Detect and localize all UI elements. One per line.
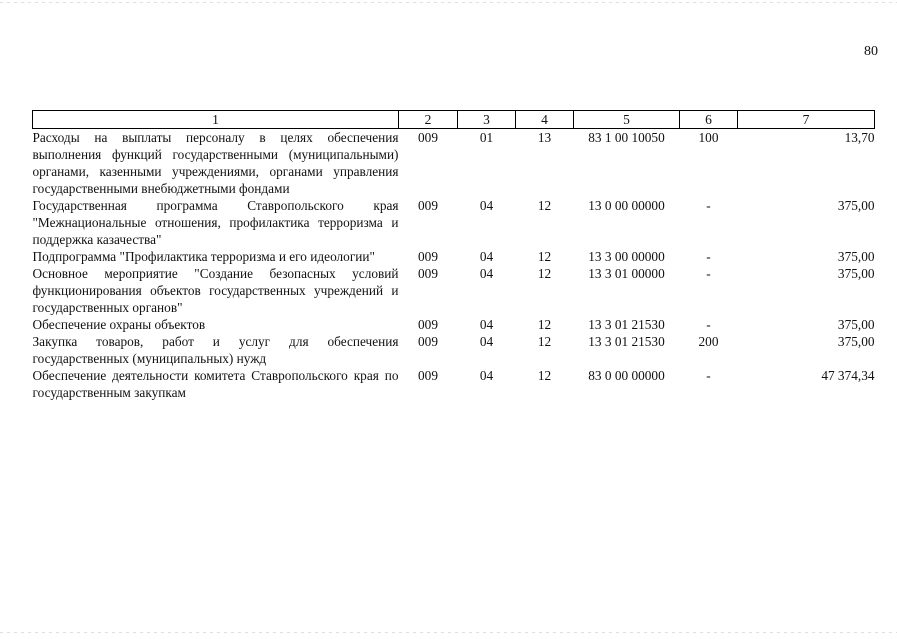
row-target-article: 13 0 00 00000 [588,198,665,213]
page-number: 80 [864,44,878,59]
table-row [33,333,875,367]
table-row [33,265,875,316]
row-amount: 375,00 [837,198,875,213]
row-amount: 47 374,34 [821,368,875,383]
row-expense-type: - [706,249,711,264]
table-row [33,367,875,401]
row-expense-type: 100 [698,130,719,145]
header-col-5: 5 [574,111,680,129]
row-amount: 375,00 [837,334,875,349]
row-section-code: 04 [479,249,494,264]
row-section-code: 04 [479,266,494,281]
row-section-code: 04 [479,368,494,383]
row-ministry-code: 009 [418,198,438,213]
header-col-3: 3 [458,111,516,129]
row-target-article: 13 3 01 21530 [588,334,665,349]
row-ministry-code: 009 [418,249,438,264]
row-name: Основное мероприятие "Создание безопасных условий функционирования объектов государственных учреждений и государственных органов" [32,266,399,315]
row-target-article: 83 0 00 00000 [588,368,665,383]
scan-artifact-top [0,2,897,3]
scan-artifact-bottom [0,632,897,633]
row-section-code: 01 [479,130,494,145]
row-ministry-code: 009 [418,334,438,349]
row-amount: 375,00 [837,249,875,264]
row-target-article: 83 1 00 10050 [588,130,665,145]
row-subsection-code: 12 [537,249,552,264]
row-name: Обеспечение охраны объектов [32,317,206,332]
table-row [33,129,875,198]
row-subsection-code: 12 [537,266,552,281]
row-name: Государственная программа Ставропольского края "Межнациональные отношения, профилактика терроризма и поддержка казачества" [32,198,399,247]
table-header-row [33,111,875,129]
header-col-4: 4 [516,111,574,129]
row-ministry-code: 009 [418,368,438,383]
row-name: Расходы на выплаты персоналу в целях обеспечения выполнения функций государственными (муниципальными) органами, казенными учреждениями, органами управления государственными внебюджетными фондами [32,130,399,196]
row-expense-type: - [706,266,711,281]
row-section-code: 04 [479,198,494,213]
row-subsection-code: 12 [537,317,552,332]
row-target-article: 13 3 01 21530 [588,317,665,332]
table-row [33,316,875,333]
budget-table [32,110,875,401]
row-amount: 375,00 [837,317,875,332]
table-row [33,248,875,265]
header-col-7: 7 [738,111,875,129]
header-col-2: 2 [399,111,458,129]
row-subsection-code: 13 [537,130,552,145]
row-target-article: 13 3 00 00000 [588,249,665,264]
row-expense-type: - [706,368,711,383]
row-section-code: 04 [479,317,494,332]
row-target-article: 13 3 01 00000 [588,266,665,281]
row-subsection-code: 12 [537,198,552,213]
table-row [33,197,875,248]
row-ministry-code: 009 [418,317,438,332]
row-name: Закупка товаров, работ и услуг для обеспечения государственных (муниципальных) нужд [32,334,399,366]
header-col-1: 1 [33,111,399,129]
row-expense-type: - [706,317,711,332]
row-amount: 13,70 [844,130,875,145]
header-col-6: 6 [680,111,738,129]
row-name: Обеспечение деятельности комитета Ставропольского края по государственным закупкам [32,368,399,400]
row-ministry-code: 009 [418,130,438,145]
row-subsection-code: 12 [537,334,552,349]
row-expense-type: - [706,198,711,213]
row-subsection-code: 12 [537,368,552,383]
row-expense-type: 200 [698,334,719,349]
row-name: Подпрограмма "Профилактика терроризма и его идеологии" [32,249,375,264]
row-amount: 375,00 [837,266,875,281]
row-section-code: 04 [479,334,494,349]
row-ministry-code: 009 [418,266,438,281]
